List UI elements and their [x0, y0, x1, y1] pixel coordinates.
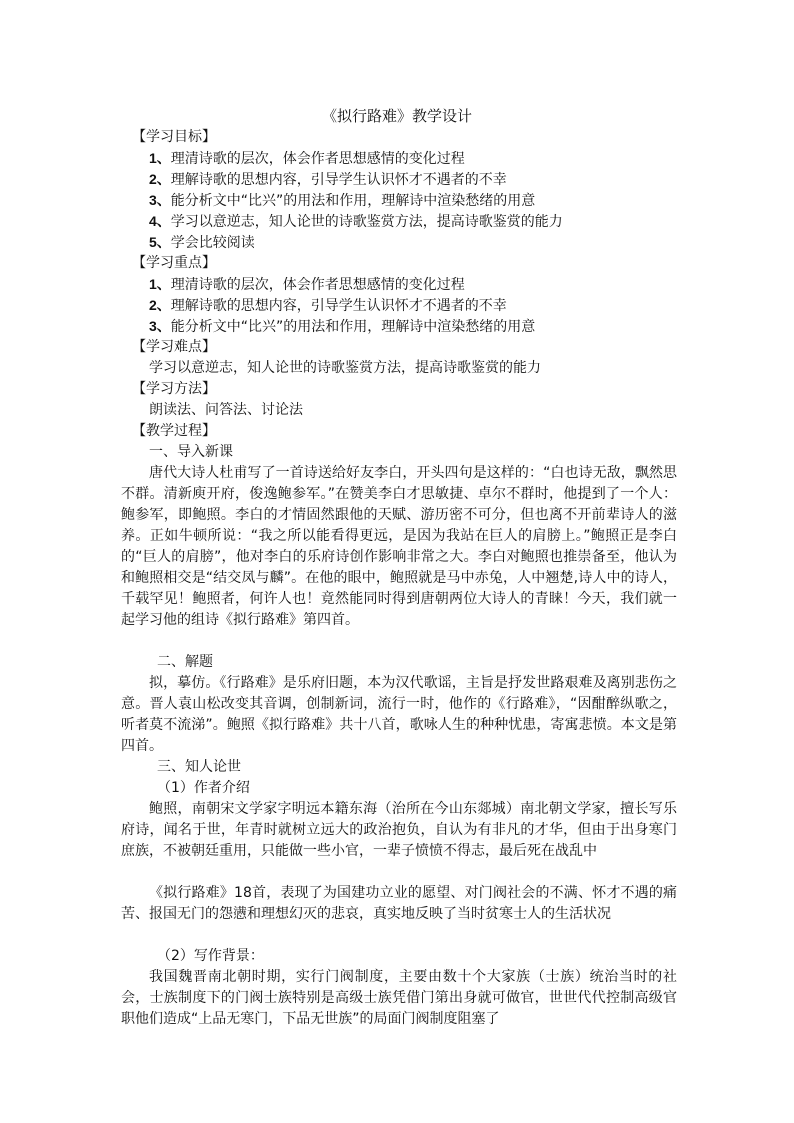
subsection-title-author: （1）作者介绍	[157, 780, 250, 796]
methods-text: 朗读法、问答法、讨论法	[149, 402, 303, 418]
objective-text: 学习以意逆志，知人论世的诗歌鉴赏方法，提高诗歌鉴赏的能力	[170, 214, 563, 230]
methods-heading: 【学习方法】	[132, 381, 216, 397]
difficulties-heading: 【学习难点】	[132, 339, 216, 355]
process-heading: 【教学过程】	[132, 423, 216, 439]
objective-item	[149, 190, 535, 212]
objective-item	[149, 232, 255, 254]
key-point-number: 2、	[149, 297, 171, 313]
key-points-heading: 【学习重点】	[132, 255, 216, 271]
explanation-paragraph: 拟，摹仿。《行路难》是乐府旧题，本为汉代歌谣，主旨是抒发世路艰难及离别悲伤之意。晋人袁山松改变其音调，创制新词，流行一时，他作的《行路难》，“因酣醉纵歌之，听者莫不流涕”。鲍照《拟行路难》共十八首，歌咏人生的种种忧患，寄寓悲愤。本文是第四首。	[121, 675, 677, 754]
section-title-explanation: 二、解题	[157, 654, 213, 670]
key-point-text: 理解诗歌的思想内容，引导学生认识怀才不遇者的不幸	[170, 298, 507, 314]
context-paragraph: 我国魏晋南北朝时期，实行门阀制度，主要由数十个大家族（士族）统治当时的社会，士族制度下的门阀士族特别是高级士族凭借门第出身就可做官，世世代代控制高级官职他们造成“上品无寒门，下品无世族”的局面门阀制度阻塞了	[121, 969, 677, 1027]
objective-text: 学会比较阅读	[170, 235, 255, 251]
key-point-text: 理清诗歌的层次，体会作者思想感情的变化过程	[170, 277, 465, 293]
objectives-heading: 【学习目标】	[132, 129, 216, 145]
key-point-item	[149, 295, 507, 317]
section-title-background: 三、知人论世	[157, 759, 241, 775]
objective-number: 3、	[149, 192, 171, 208]
document-title: 《拟行路难》教学设计	[321, 107, 472, 125]
objective-item	[149, 211, 563, 233]
key-point-text: 能分析文中“比兴”的用法和作用，理解诗中渲染愁绪的用意	[170, 319, 536, 335]
key-point-item	[149, 316, 535, 338]
objective-item	[149, 169, 507, 191]
key-point-number: 1、	[149, 276, 171, 292]
key-point-number: 3、	[149, 318, 171, 334]
objective-number: 4、	[149, 213, 171, 229]
objective-text: 理解诗歌的思想内容，引导学生认识怀才不遇者的不幸	[170, 172, 507, 188]
objective-number: 2、	[149, 171, 171, 187]
key-point-item	[149, 274, 465, 296]
subsection-title-context: （2）写作背景：	[157, 948, 264, 964]
author-paragraph: 鲍照，南朝宋文学家字明远本籍东海（治所在今山东郯城）南北朝文学家，擅长写乐府诗，闻名于世，年青时就树立远大的政治抱负，自认为有非凡的才华，但由于出身寒门庶族，不被朝廷重用，只能做一些小官，一辈子愤愤不得志，最后死在战乱中	[121, 801, 677, 859]
objective-text: 能分析文中“比兴”的用法和作用，理解诗中渲染愁绪的用意	[170, 193, 536, 209]
works-paragraph: 《拟行路难》18首，表现了为国建功立业的愿望、对门阀社会的不满、怀才不遇的痛苦、报国无门的怨懑和理想幻灭的悲哀，真实地反映了当时贫寒士人的生活状况	[121, 885, 677, 922]
section-title-intro: 一、导入新课	[149, 444, 233, 460]
objective-text: 理清诗歌的层次，体会作者思想感情的变化过程	[170, 151, 465, 167]
objective-number: 1、	[149, 150, 171, 166]
objective-number: 5、	[149, 234, 171, 250]
intro-paragraph: 唐代大诗人杜甫写了一首诗送给好友李白，开头四句是这样的：“白也诗无敌，飘然思不群。清新庾开府，俊逸鲍参军。”在赞美李白才思敏捷、卓尔不群时，他提到了一个人：鲍参军，即鲍照。李白的才情固然跟他的天赋、游历密不可分，但也离不开前辈诗人的滋养。正如牛顿所说：“我之所以能看得更远，是因为我站在巨人的肩膀上。”鲍照正是李白的“巨人的肩膀”，他对李白的乐府诗创作影响非常之大。李白对鲍照也推崇备至，他认为和鲍照相交是“结交凤与麟”。在他的眼中，鲍照就是马中赤兔，人中翘楚,诗人中的诗人，千载罕见！鲍照者，何许人也！竟然能同时得到唐朝两位大诗人的青睐！今天，我们就一起学习他的组诗《拟行路难》第四首。	[121, 465, 677, 628]
difficulties-text: 学习以意逆志，知人论世的诗歌鉴赏方法，提高诗歌鉴赏的能力	[149, 360, 541, 376]
objective-item	[149, 148, 465, 170]
